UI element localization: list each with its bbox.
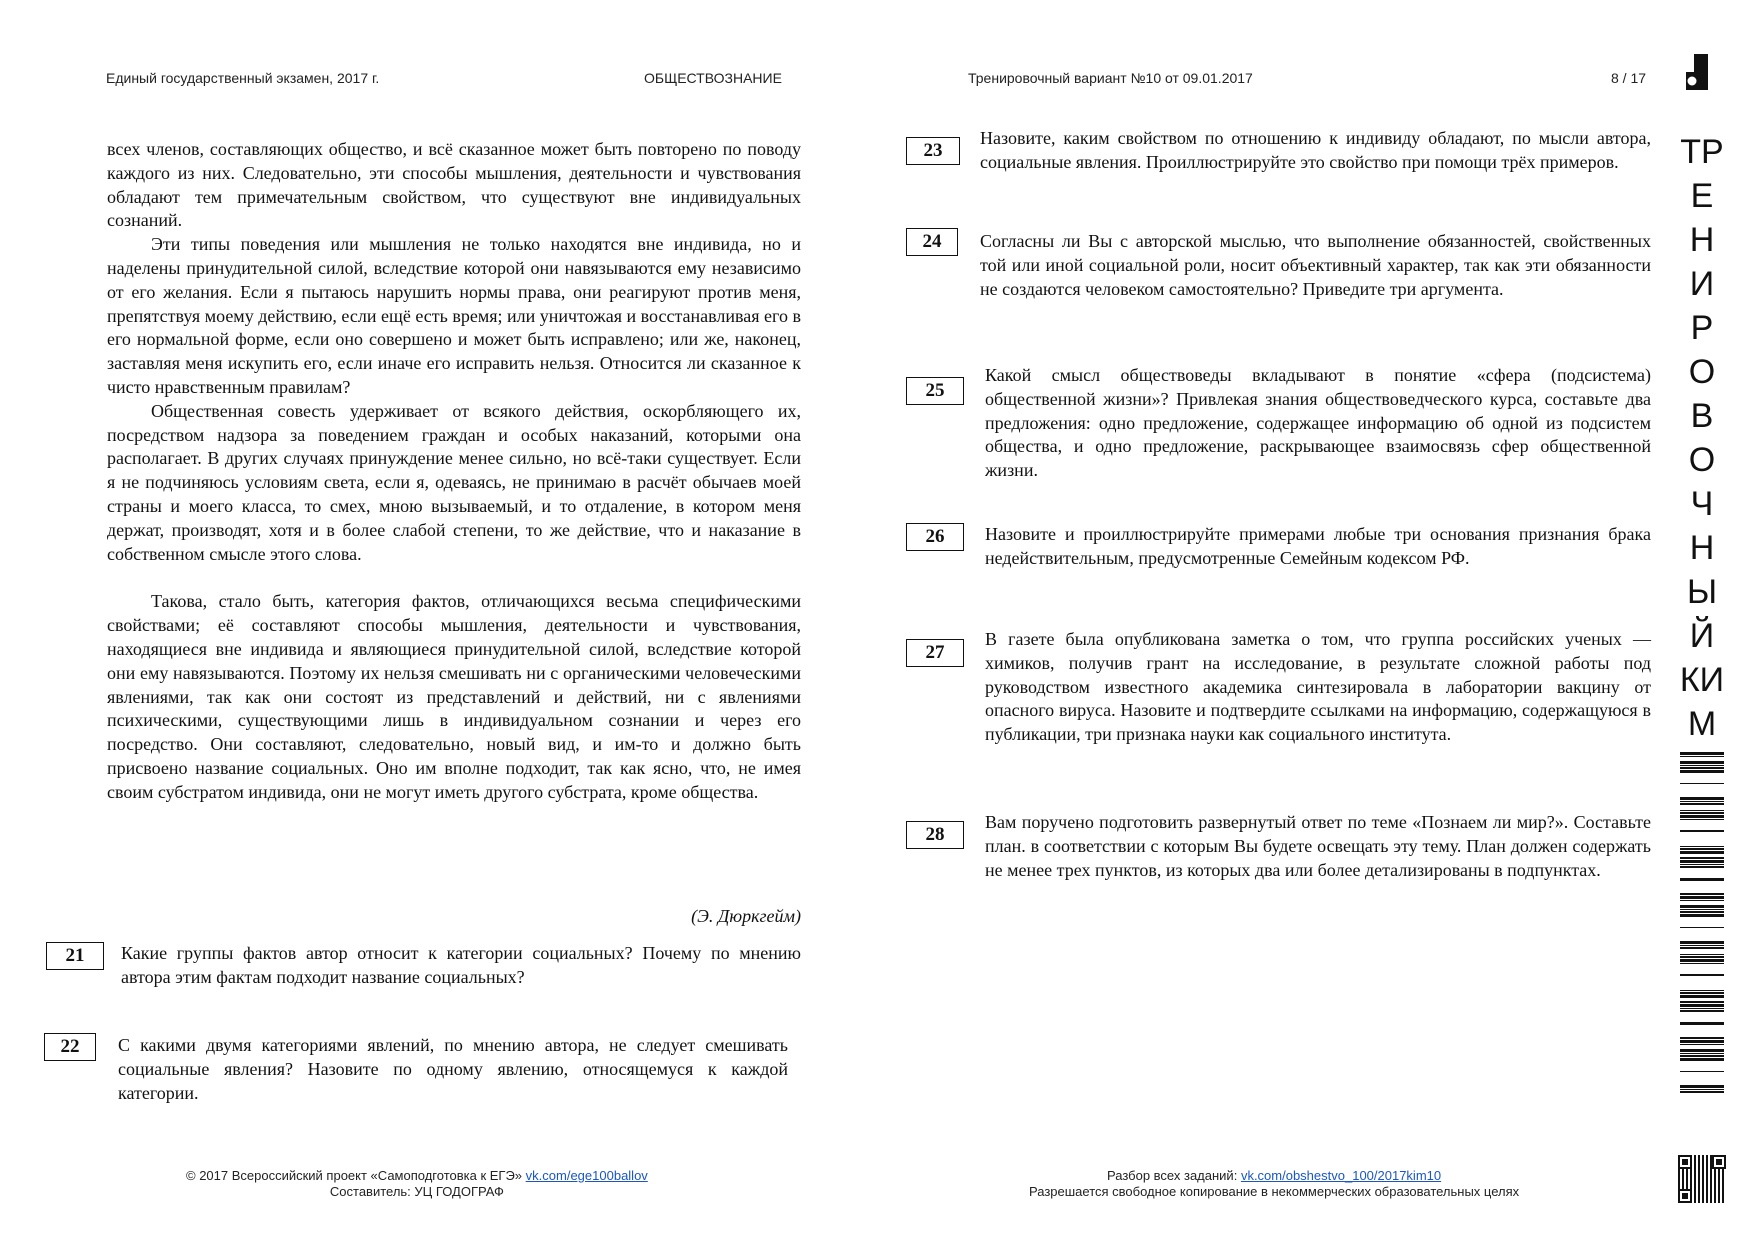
footer-copyright: © 2017 Всероссийский проект «Самоподготовка к ЕГЭ» xyxy=(186,1168,523,1183)
question-number-box: 26 xyxy=(906,523,964,551)
vertical-training-label: ТР Е Н И Р О В О Ч Н Ы Й КИ М xyxy=(1679,133,1725,743)
question-text: Какой смысл обществоведы вкладывают в понятие «сфера (подсистема) общественной жизни»? Привлекая знания обществоведческого курса, составьте два предложения: одно предложение, содержащее информацию об одной из подсистем общества, и одно предложение, раскрывающее взаимосвязь сфер общественной жизни. xyxy=(985,365,1651,481)
text-paragraph-3: Общественная совесть удерживает от всякого действия, оскорбляющего их, посредством надзора за поведением граждан и особых наказаний, которыми она располагает. В других случаях принуждение менее сильно, но всё-таки существует. Если я не подчиняюсь условиям света, если я, одеваясь, не принимаю в расчёт обычаев моей страны и моего класса, то смех, мною вызываемый, и то отдаление, в котором меня держат, производят, хотя и в более слабой степени, то же действие, что и наказание в собственном смысле этого слова. xyxy=(107,400,801,564)
question-text: Согласны ли Вы с авторской мыслью, что выполнение обязанностей, свойственных той или иной социальной роли, носит объективный характер, так как эти обязанности не создаются человеком самостоятельно? Приведите три аргумента. xyxy=(980,231,1651,299)
question-number-box: 22 xyxy=(44,1033,96,1061)
text-paragraph-2: Эти типы поведения или мышления не только находятся вне индивида, но и наделены принудительной силой, вследствие которой они навязываются ему независимо от его желания. Если я пытаюсь нарушить нормы права, они реагируют против меня, препятствуя моему действию, если ещё есть время; или уничтожая и восстанавливая его в его нормальной форме, если оно совершено и может быть исправлено; или же, наконец, заставляя меня искупить его, если иначе его исправить нельзя. Относится ли сказанное к чисто нравственным правилам? xyxy=(107,234,801,397)
header-variant: Тренировочный вариант №10 от 09.01.2017 xyxy=(968,70,1253,86)
header-subject: ОБЩЕСТВОЗНАНИЕ xyxy=(644,70,782,86)
footer-left xyxy=(186,1168,648,1200)
source-text xyxy=(107,138,801,805)
question-text: Назовите и проиллюстрируйте примерами любые три основания признания брака недействительным, предусмотренные Семейным кодексом РФ. xyxy=(985,524,1651,568)
text-paragraph-4: Такова, стало быть, категория фактов, отличающихся весьма специфическими свойствами; её составляют способы мышления, деятельности и чувствования, находящиеся вне индивида и являющиеся принудительной силой, вследствие которой они ему навязываются. Поэтому их нельзя смешивать ни с органическими человеческими явлениями, так как они состоят из представлений и действий, ни с явлениями психическими, существующими лишь в индивидуальном сознании и через его посредство. Они составляют, следовательно, новый вид, и им-то и должно быть присвоено название социальных. Оно им вполне подходит, так как ясно, что, не имея своим субстратом индивида, они не могут иметь другого субстрата, кроме общества. xyxy=(107,591,801,802)
footer-right-link[interactable]: vk.com/obshestvo_100/2017kim10 xyxy=(1240,1168,1442,1183)
question-number-box: 21 xyxy=(46,942,104,970)
question-text: В газете была опубликована заметка о том, что группа российских ученых — химиков, получив грант на исследование, в результате сложной работы под руководством известного академика синтезировала в лаборатории вакцину от опасного вируса. Назовите и подтвердите ссылками на информацию, содержащуюся в публикации, три признака науки как социального института. xyxy=(985,629,1651,745)
barcode-icon xyxy=(1680,752,1724,1100)
header-exam: Единый государственный экзамен, 2017 г. xyxy=(106,70,380,86)
footer-compiler: Составитель: УЦ ГОДОГРАФ xyxy=(329,1184,504,1199)
qr-code-icon xyxy=(1678,1155,1726,1203)
question-number-box: 28 xyxy=(906,821,964,849)
text-paragraph-1: всех членов, составляющих общество, и всё сказанное может быть повторено по поводу каждого из них. Следовательно, эти способы мышления, деятельности и чувствования обладают тем примечательным свойством, что существуют вне индивидуальных сознаний. xyxy=(107,139,801,231)
question-number-box: 24 xyxy=(906,228,958,256)
logo-icon xyxy=(1686,54,1716,90)
footer-copy-notice: Разрешается свободное копирование в некоммерческих образовательных целях xyxy=(1029,1184,1520,1199)
question-text: Какие группы фактов автор относит к категории социальных? Почему по мнению автора этим фактам подходит название социальных? xyxy=(121,943,801,987)
footer-right xyxy=(1029,1168,1519,1200)
footer-analysis-label: Разбор всех заданий: xyxy=(1107,1168,1238,1183)
question-text: С какими двумя категориями явлений, по мнению автора, не следует смешивать социальные явления? Назовите по одному явлению, относящемуся к каждой категории. xyxy=(118,1035,788,1103)
question-number-box: 27 xyxy=(906,639,964,667)
header-page-number: 8 / 17 xyxy=(1611,70,1647,86)
footer-left-link[interactable]: vk.com/ege100ballov xyxy=(525,1168,648,1183)
question-text: Вам поручено подготовить развернутый ответ по теме «Познаем ли мир?». Составьте план. в соответствии с которым Вы будете освещать эту тему. План должен содержать не менее трех пунктов, из которых два или более детализированы в подпунктах. xyxy=(985,812,1651,880)
question-text: Назовите, каким свойством по отношению к индивиду обладают, по мысли автора, социальные явления. Проиллюстрируйте это свойство при помощи трёх примеров. xyxy=(980,128,1651,172)
author-attribution: (Э. Дюркгейм) xyxy=(691,906,801,926)
question-number-box: 23 xyxy=(906,137,960,165)
question-number-box: 25 xyxy=(906,377,964,405)
